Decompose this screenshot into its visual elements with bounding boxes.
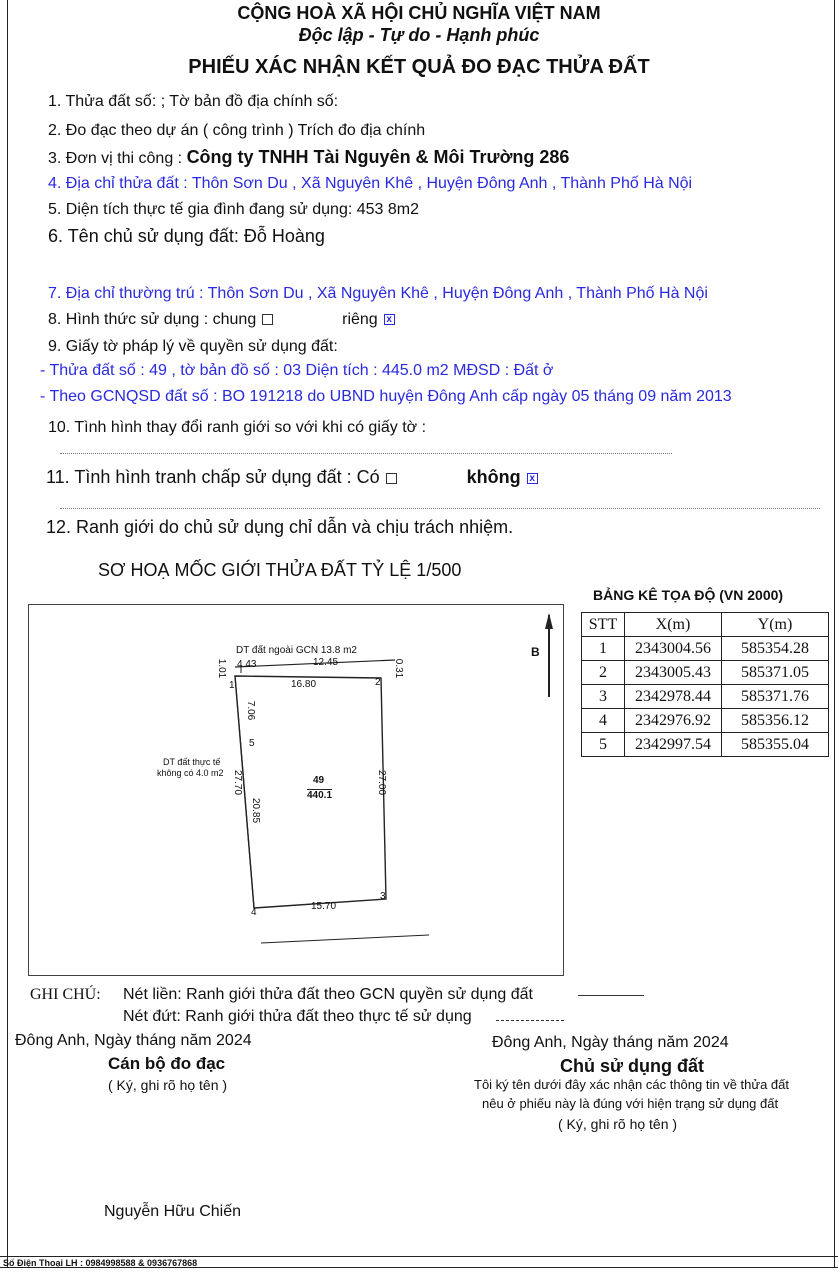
cell-y: 585354.28 (722, 637, 829, 661)
outside-area-label: DT đất ngoài GCN 13.8 m2 (236, 645, 357, 656)
item-7: 7. Địa chỉ thường trú : Thôn Sơn Du , Xã Nguyên Khê , Huyện Đông Anh , Thành Phố Hà Nội (48, 285, 708, 302)
page-title: PHIẾU XÁC NHẬN KẾT QUẢ ĐO ĐẠC THỬA ĐẤT (188, 56, 650, 78)
item-4: 4. Địa chỉ thửa đất : Thôn Sơn Du , Xã Nguyên Khê , Huyện Đông Anh , Thành Phố Hà Nội (48, 175, 693, 192)
cell-stt: 4 (582, 709, 625, 733)
footer-phone: Số Điện Thoại LH : 0984998588 & 0936767868 (0, 1256, 838, 1268)
notes-label: GHI CHÚ: (30, 986, 101, 1003)
table-row (582, 733, 829, 757)
dotted-line-2 (60, 508, 820, 509)
item-5: 5. Diện tích thực tế gia đình đang sử dụng: 453 8m2 (48, 201, 419, 218)
parcel-area: 440.1 (307, 790, 333, 801)
cell-stt: 1 (582, 637, 625, 661)
cell-x: 2343005.43 (625, 661, 722, 685)
right-date: Đông Anh, Ngày tháng năm 2024 (492, 1034, 729, 1051)
sketch-title: SƠ HOẠ MỐC GIỚI THỬA ĐẤT TỶ LỆ 1/500 (98, 560, 462, 580)
checkbox-co[interactable] (386, 473, 397, 484)
dim-27-00: 27.00 (376, 769, 388, 796)
parcel-number: 49 (313, 775, 325, 786)
checkbox-rieng[interactable]: x (384, 314, 395, 325)
dim-15-70: 15.70 (311, 901, 337, 912)
note-solid: Nét liền: Ranh giới thửa đất theo GCN quyền sử dụng đất (123, 986, 533, 1003)
item-10: 10. Tình hình thay đổi ranh giới so với khi có giấy tờ : (48, 419, 427, 436)
left-role: Cán bộ đo đạc (108, 1054, 226, 1073)
right-role: Chủ sử dụng đất (560, 1056, 705, 1076)
col-stt: STT (582, 613, 625, 637)
cell-y: 585356.12 (722, 709, 829, 733)
item-9: 9. Giấy tờ pháp lý về quyền sử dụng đất: (48, 338, 338, 355)
dim-1-01: 1.01 (216, 658, 228, 679)
north-label: B (531, 645, 540, 659)
cell-y: 585371.05 (722, 661, 829, 685)
coord-table-header (582, 613, 829, 637)
parcel-svg (29, 605, 565, 977)
point-2: 2 (375, 677, 381, 688)
table-row (582, 709, 829, 733)
item-6: 6. Tên chủ sử dụng đất: Đỗ Hoàng (48, 226, 325, 246)
right-confirm-2: nêu ở phiếu này là đúng với hiện trạng sử dụng đất (482, 1096, 779, 1111)
item-3-value: Công ty TNHH Tài Nguyên & Môi Trường 286 (186, 147, 570, 167)
item-1: 1. Thửa đất số: ; Tờ bản đồ địa chính số: (48, 93, 339, 110)
checkbox-chung[interactable] (262, 314, 273, 325)
point-1: 1 (229, 680, 235, 691)
item-3-label: 3. Đơn vị thi công : (48, 150, 187, 167)
checkbox-khong[interactable]: x (527, 473, 538, 484)
cell-stt: 3 (582, 685, 625, 709)
dashed-line-sample (496, 1020, 564, 1021)
point-4: 4 (251, 907, 257, 918)
cell-y: 585355.04 (722, 733, 829, 757)
cell-stt: 2 (582, 661, 625, 685)
parcel-sketch (28, 604, 564, 976)
actual-area-note-1: DT đất thực tế (163, 757, 221, 767)
col-x: X(m) (625, 613, 722, 637)
coord-table (581, 612, 829, 757)
coord-table-title: BẢNG KÊ TỌA ĐỘ (VN 2000) (593, 587, 784, 603)
dim-27-70: 27.70 (232, 769, 244, 796)
left-sign-hint: ( Ký, ghi rõ họ tên ) (108, 1077, 228, 1093)
table-row (582, 661, 829, 685)
col-y: Y(m) (722, 613, 829, 637)
item-11-label: 11. Tình hình tranh chấp sử dụng đất : Có (46, 467, 380, 487)
dotted-line (60, 453, 672, 454)
cell-x: 2342978.44 (625, 685, 722, 709)
note-dashed: Nét đứt: Ranh giới thửa đất theo thực tế sử dụng (123, 1008, 472, 1025)
item-2: 2. Đo đạc theo dự án ( công trình ) Trích đo địa chính (48, 122, 426, 139)
item-11-khong: không (466, 467, 521, 487)
north-arrow-head (545, 613, 553, 629)
cell-x: 2342976.92 (625, 709, 722, 733)
item-8-label: 8. Hình thức sử dụng : chung (48, 311, 257, 328)
item-11 (46, 467, 538, 488)
solid-line-sample (578, 995, 644, 996)
dim-7-06: 7.06 (245, 700, 257, 721)
cell-stt: 5 (582, 733, 625, 757)
road-line (261, 935, 429, 943)
country-heading: CỘNG HOÀ XÃ HỘI CHỦ NGHĨA VIỆT NAM (237, 3, 601, 23)
item-8 (48, 311, 395, 329)
dim-16-80: 16.80 (291, 679, 317, 690)
dim-0-31: 0.31 (393, 658, 405, 679)
table-row (582, 637, 829, 661)
dim-4-43: 4.43 (237, 659, 257, 670)
table-row (582, 685, 829, 709)
cell-y: 585371.76 (722, 685, 829, 709)
motto: Độc lập - Tự do - Hạnh phúc (298, 25, 540, 45)
item-9a: - Thửa đất số : 49 , tờ bản đồ số : 03 Diện tích : 445.0 m2 MĐSD : Đất ở (40, 362, 554, 379)
right-confirm-1: Tôi ký tên dưới đây xác nhận các thông tin về thửa đất (474, 1077, 789, 1092)
actual-area-note-2: không có 4.0 m2 (157, 768, 224, 778)
left-signer-name: Nguyễn Hữu Chiến (104, 1203, 242, 1220)
item-3 (48, 147, 569, 168)
left-date: Đông Anh, Ngày tháng năm 2024 (15, 1032, 252, 1049)
dim-12-45: 12.45 (313, 657, 339, 668)
item-12: 12. Ranh giới do chủ sử dụng chỉ dẫn và chịu trách nhiệm. (46, 517, 514, 537)
point-5: 5 (249, 738, 255, 749)
point-3: 3 (380, 891, 386, 902)
cell-x: 2342997.54 (625, 733, 722, 757)
right-sign-hint: ( Ký, ghi rõ họ tên ) (558, 1116, 678, 1132)
dim-20-85: 20.85 (250, 797, 262, 824)
item-8-rieng: riêng (342, 311, 378, 328)
cell-x: 2343004.56 (625, 637, 722, 661)
item-9b: - Theo GCNQSD đất số : BO 191218 do UBND huyện Đông Anh cấp ngày 05 tháng 09 năm 2013 (40, 388, 732, 405)
